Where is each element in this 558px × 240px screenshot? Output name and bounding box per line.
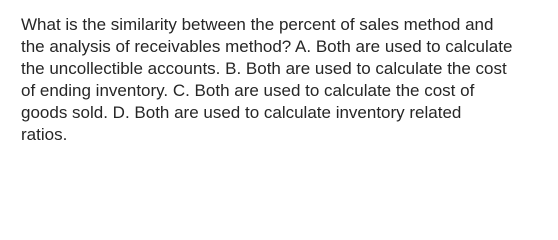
- question-line: goods sold. D. Both are used to calculate inventory related: [21, 103, 462, 122]
- question-line: the analysis of receivables method? A. Both are used to calculate: [21, 37, 513, 56]
- question-line: What is the similarity between the percent of sales method and: [21, 15, 494, 34]
- question-text: [21, 14, 546, 146]
- question-line: ratios.: [21, 125, 68, 144]
- question-line: of ending inventory. C. Both are used to calculate the cost of: [21, 81, 475, 100]
- question-line: the uncollectible accounts. B. Both are used to calculate the cost: [21, 59, 507, 78]
